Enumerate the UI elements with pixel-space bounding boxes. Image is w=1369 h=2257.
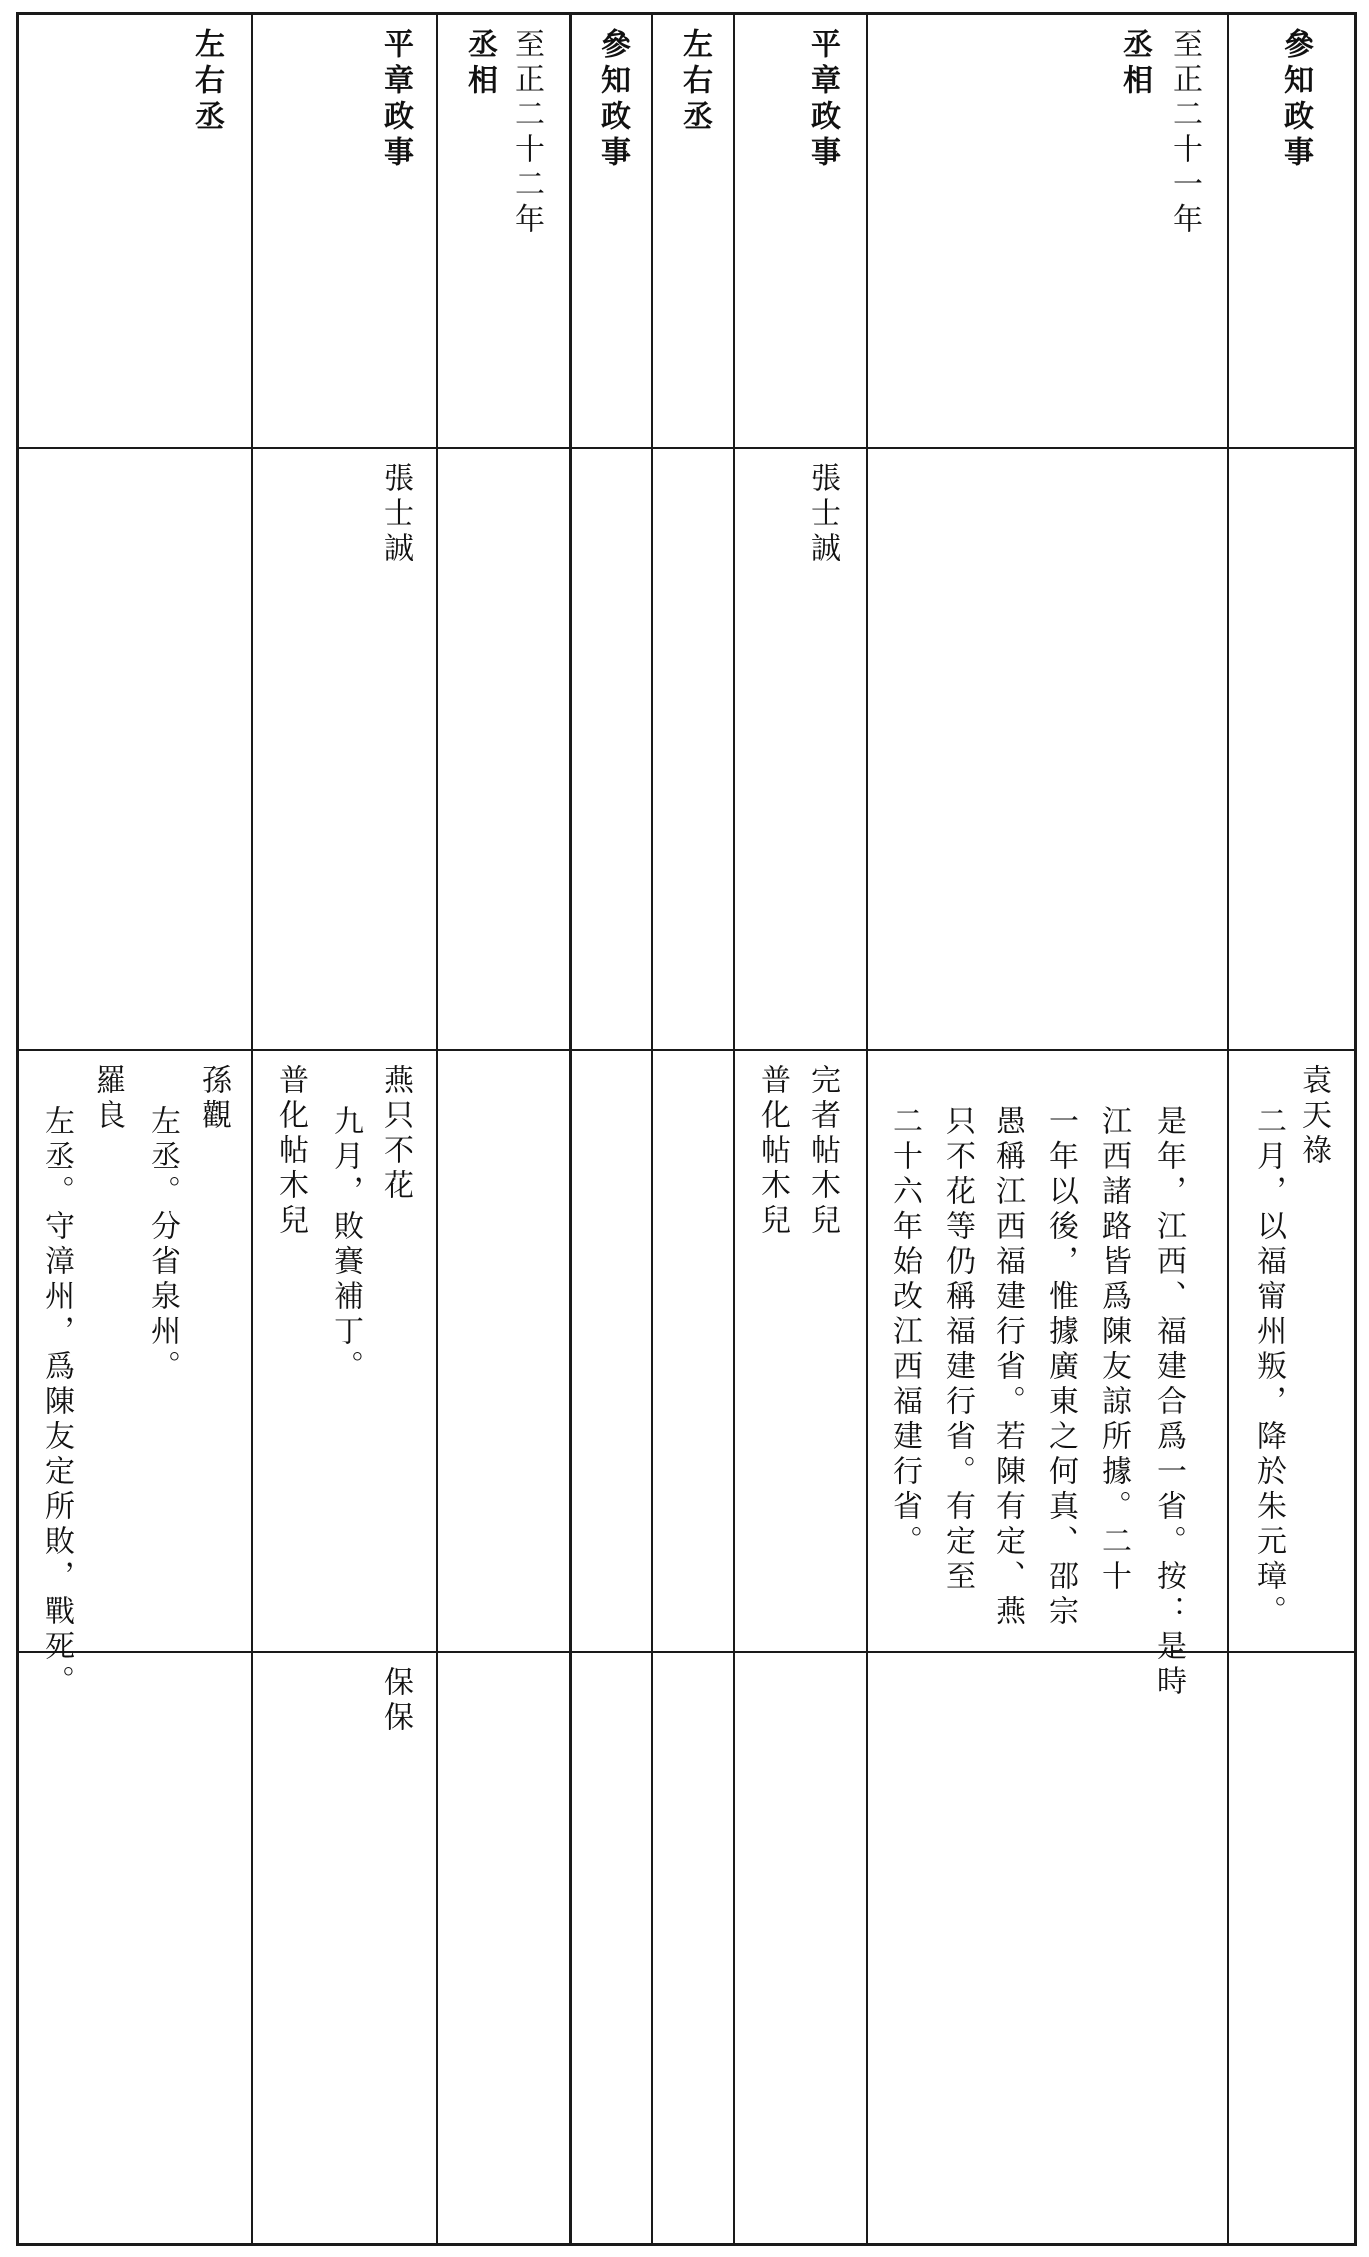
entry-pingzhang-2-b: 普化帖木兒 xyxy=(273,1064,308,1239)
year-divider-rule xyxy=(569,12,572,2245)
header-chengxiang-1: 丞相 xyxy=(1117,28,1152,100)
cell-pingzhang-1-row2: 張士誠 xyxy=(805,462,840,567)
entry-chengxiang-1-line: 是年，江西、福建合爲一省。按：是時 xyxy=(1151,1105,1186,1700)
entry-chengxiang-1-line: 一年以後，惟據廣東之何真、邵宗 xyxy=(1043,1105,1078,1630)
entry-zuoyou-2-a-name: 孫觀 xyxy=(196,1064,231,1134)
table-border-top xyxy=(16,12,1357,15)
entry-canzhi-1-note: 二月，以福甯州叛，降於朱元璋。 xyxy=(1251,1105,1286,1630)
entry-zuoyou-2-b-name: 羅良 xyxy=(90,1064,125,1134)
entry-zuoyou-2-a-note: 左丞。分省泉州。 xyxy=(145,1105,180,1385)
entry-pingzhang-1-b: 普化帖木兒 xyxy=(755,1064,790,1239)
column-rule xyxy=(1227,12,1229,2245)
header-zuoyoucheng-1: 左右丞 xyxy=(677,28,712,136)
row-rule xyxy=(16,1049,1357,1051)
entry-chengxiang-1-line: 二十六年始改江西福建行省。 xyxy=(887,1105,922,1560)
entry-chengxiang-1-line: 江西諸路皆爲陳友諒所據。二十 xyxy=(1096,1105,1131,1595)
header-year-zhizheng-21: 至正二十一年 xyxy=(1167,28,1202,238)
entry-chengxiang-1-line: 只不花等仍稱福建行省。有定至 xyxy=(940,1105,975,1595)
header-canzhi-zhengshi-2: 參知政事 xyxy=(595,28,630,172)
row-rule xyxy=(16,447,1357,449)
table-border-bottom xyxy=(16,2243,1357,2246)
header-canzhi-zhengshi-1: 參知政事 xyxy=(1278,28,1313,172)
header-chengxiang-2: 丞相 xyxy=(462,28,497,100)
column-rule xyxy=(651,12,653,2245)
entry-pingzhang-1-a: 完者帖木兒 xyxy=(805,1064,840,1239)
entry-canzhi-1-name: 袁天祿 xyxy=(1296,1064,1331,1169)
header-pingzhang-zhengshi-1: 平章政事 xyxy=(805,28,840,172)
cell-pingzhang-2-row4: 保保 xyxy=(378,1666,413,1736)
column-rule xyxy=(436,12,438,2245)
entry-zuoyou-2-b-note: 左丞。守漳州，爲陳友定所敗，戰死。 xyxy=(39,1105,74,1700)
cell-pingzhang-2-row2: 張士誠 xyxy=(378,462,413,567)
column-rule xyxy=(733,12,735,2245)
table-border-right xyxy=(1354,12,1357,2245)
entry-pingzhang-2-name: 燕只不花 xyxy=(378,1064,413,1204)
header-year-zhizheng-22: 至正二十二年 xyxy=(509,28,544,238)
column-rule xyxy=(866,12,868,2245)
header-zuoyoucheng-2: 左右丞 xyxy=(189,28,224,136)
entry-pingzhang-2-note: 九月，敗賽補丁。 xyxy=(328,1105,363,1385)
header-pingzhang-zhengshi-2: 平章政事 xyxy=(378,28,413,172)
entry-chengxiang-1-line: 愚稱江西福建行省。若陳有定、燕 xyxy=(990,1105,1025,1630)
table-border-left xyxy=(16,12,19,2245)
column-rule xyxy=(251,12,253,2245)
